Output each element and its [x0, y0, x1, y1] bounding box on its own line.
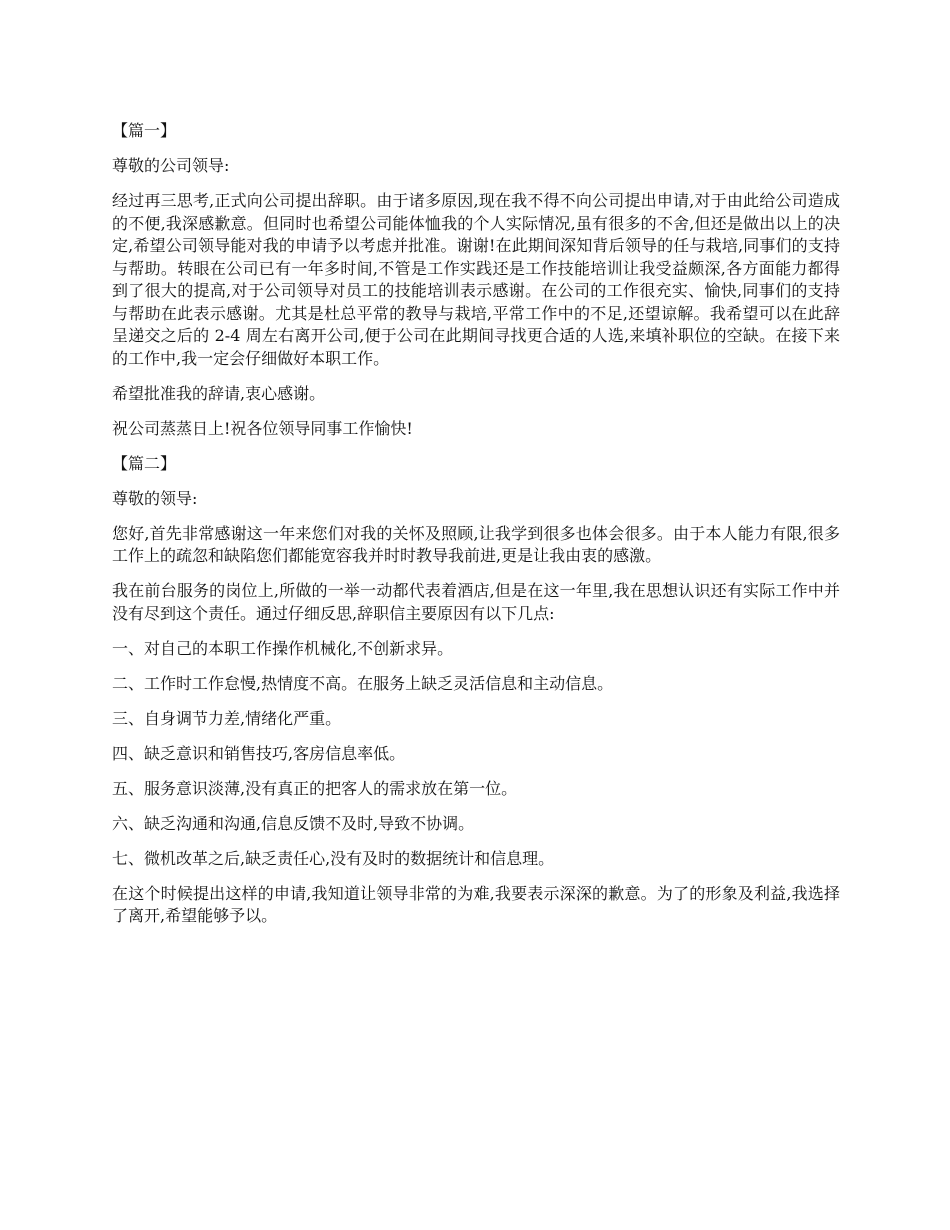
section-heading-2: 【篇二】 — [112, 453, 177, 473]
salutation-1: 尊敬的公司领导: — [112, 156, 230, 175]
reason-item-6: 六、缺乏沟通和沟通,信息反馈不及时,导致不协调。 — [112, 813, 475, 833]
reason-item-5: 五、服务意识淡薄,没有真正的把客人的需求放在第一位。 — [112, 778, 518, 798]
document-page — [112, 120, 840, 940]
closing-line-2: 祝公司蒸蒸日上!祝各位领导同事工作愉快! — [112, 418, 413, 438]
reason-item-7: 七、微机改革之后,缺乏责任心,没有及时的数据统计和信息理。 — [112, 848, 555, 868]
closing-line-1: 希望批准我的辞请,衷心感谢。 — [112, 383, 326, 403]
body-paragraph-1: 经过再三思考,正式向公司提出辞职。由于诸多原因,现在我不得不向公司提出申请,对于由此给公司造成的不便,我深感歉意。但同时也希望公司能体恤我的个人实际情况,虽有很多的不舍,但还是做出以上的决定,希望公司领导能对我的申请予以考虑并批准。谢谢!在此期间深知背后领导的任与栽培,同事们的支持与帮助。转眼在公司已有一年多时间,不管是工作实践还是工作技能培训让我受益颇深,各方面能力都得到了很大的提高,对于公司领导对员工的技能培训表示感谢。在公司的工作很充实、愉快,同事们的支持与帮助在此表示感谢。尤其是杜总平常的教导与栽培,平常工作中的不足,还望谅解。我希望可以在此辞呈递交之后的 2-4 周左右离开公司,便于公司在此期间寻找更合适的人选,来填补职位的空缺。在接下来的工作中,我一定会仔细做好本职工作。 — [112, 191, 840, 368]
salutation-2: 尊敬的领导: — [112, 488, 198, 508]
section-heading-1: 【篇一】 — [112, 121, 177, 140]
reason-item-4: 四、缺乏意识和销售技巧,客房信息率低。 — [112, 743, 406, 763]
reason-item-3: 三、自身调节力差,情绪化严重。 — [112, 708, 342, 728]
reason-item-1: 一、对自己的本职工作操作机械化,不创新求异。 — [112, 638, 454, 658]
body-paragraph-3: 我在前台服务的岗位上,所做的一举一动都代表着酒店,但是在这一年里,我在思想认识还有实际工作中并没有尽到这个责任。通过仔细反思,辞职信主要原因有以下几点: — [112, 581, 840, 623]
reason-item-2: 二、工作时工作怠慢,热情度不高。在服务上缺乏灵活信息和主动信息。 — [112, 673, 614, 693]
body-paragraph-2: 您好,首先非常感谢这一年来您们对我的关怀及照顾,让我学到很多也体会很多。由于本人能力有限,很多工作上的疏忽和缺陷您们都能宽容我并时时教导我前进,更是让我由衷的感激。 — [112, 523, 840, 565]
body-paragraph-4: 在这个时候提出这样的申请,我知道让领导非常的为难,我要表示深深的歉意。为了的形象及利益,我选择了离开,希望能够予以。 — [112, 883, 840, 925]
